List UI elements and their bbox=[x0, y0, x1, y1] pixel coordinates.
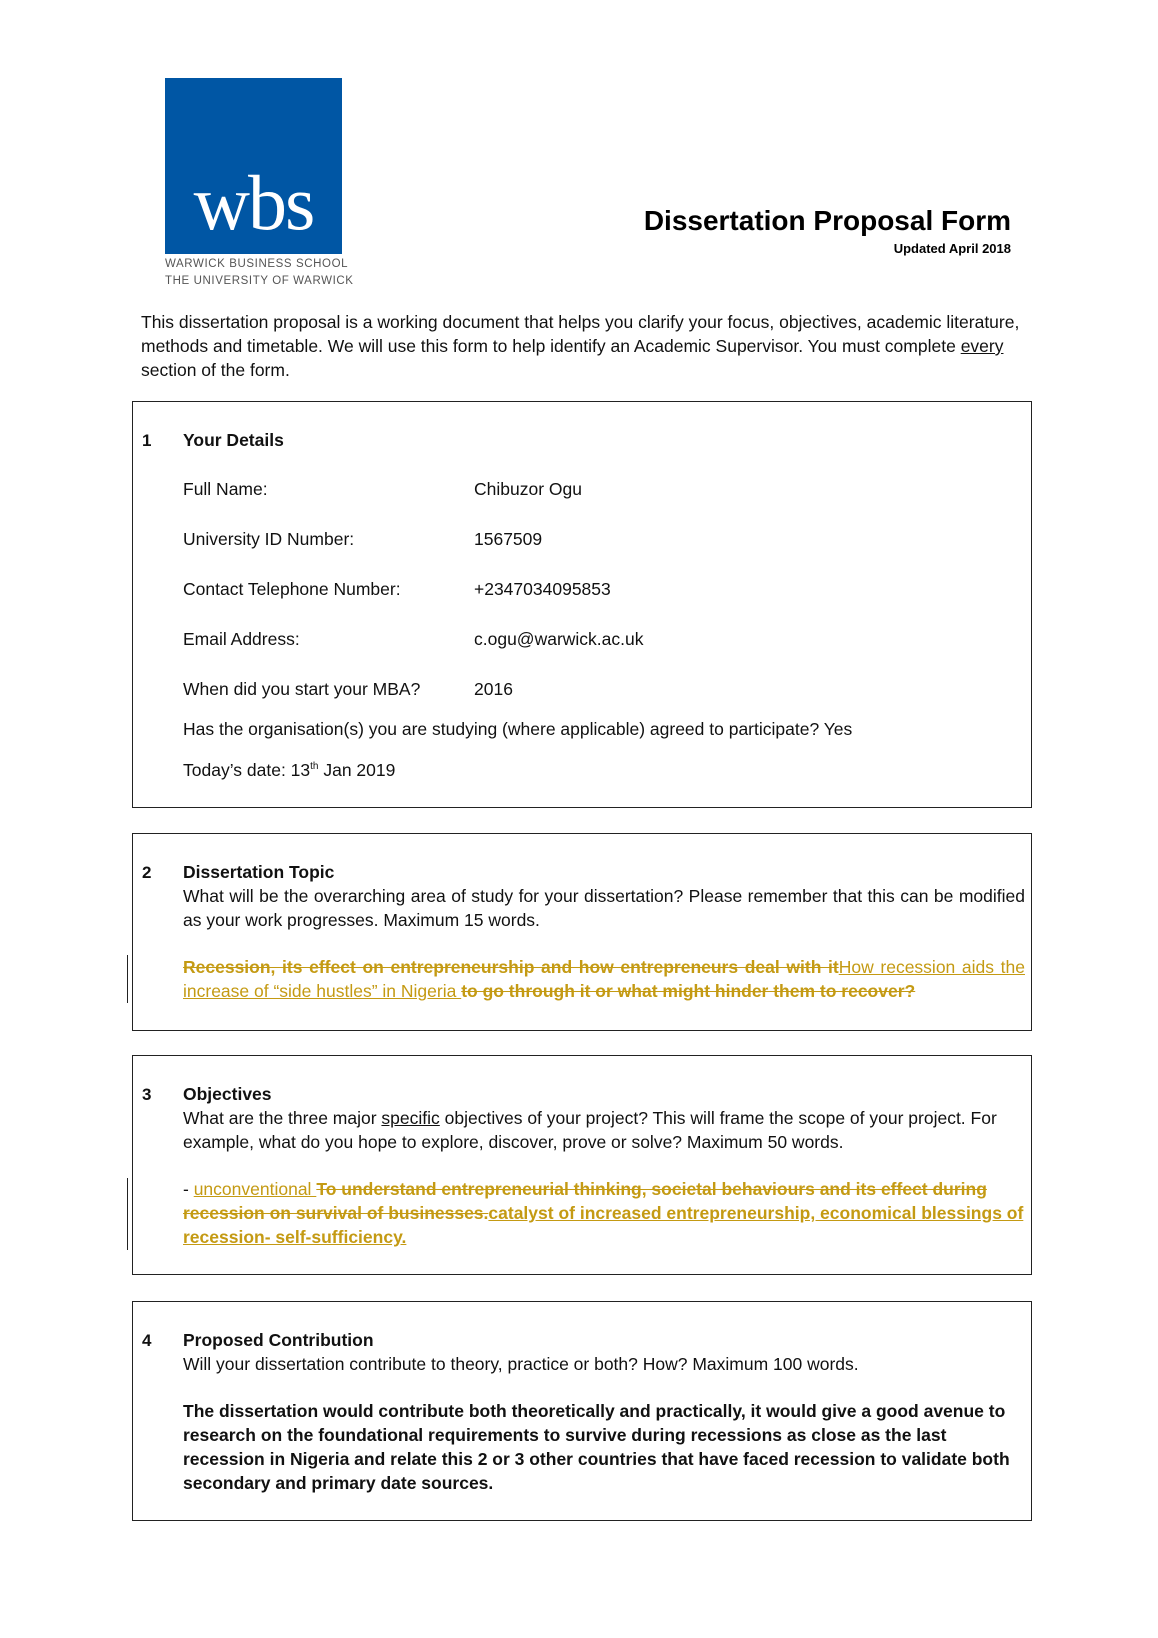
section-title: Your Details bbox=[183, 430, 284, 450]
inserted-text: How recession aids the increase of “side hustles” in Nigeria bbox=[183, 957, 1025, 1001]
date-suffix: Jan 2019 bbox=[318, 760, 396, 780]
date-prefix: Today’s date: 13 bbox=[183, 760, 311, 780]
university-id-label: University ID Number: bbox=[183, 529, 355, 549]
change-bar bbox=[127, 1178, 128, 1250]
date-superscript: th bbox=[310, 761, 319, 773]
mba-start-value: 2016 bbox=[474, 679, 513, 699]
deleted-text: Recession, its effect on entrepreneurship and how entrepreneurs deal with it bbox=[183, 957, 839, 977]
consent-text: Has the organisation(s) you are studying (where applicable) agreed to participate? Yes bbox=[183, 719, 853, 739]
section-number: 4 bbox=[142, 1331, 152, 1350]
wbs-logo bbox=[165, 78, 342, 254]
mba-start-label: When did you start your MBA? bbox=[183, 679, 421, 699]
question-emphasis: specific bbox=[381, 1108, 440, 1128]
section-number: 2 bbox=[142, 863, 152, 882]
section-proposed-contribution bbox=[132, 1301, 1032, 1521]
full-name-value: Chibuzor Ogu bbox=[474, 479, 582, 499]
question-text-1: What are the three major bbox=[183, 1108, 382, 1128]
section-title: Dissertation Topic bbox=[183, 862, 335, 882]
contribution-answer: The dissertation would contribute both theoretically and practically, it would give a good avenue to research on the foundational requirements to survive during recessions as close as the last recession in Nigeria and relate this 2 or 3 other countries that have faced recession to validate both secondary and primary date sources. bbox=[183, 1401, 1010, 1493]
logo-line-1: WARWICK BUSINESS SCHOOL bbox=[165, 258, 349, 270]
deleted-text: to go through it or what might hinder them to recover? bbox=[461, 981, 916, 1001]
intro-emphasis: every bbox=[960, 336, 1004, 356]
updated-date: Updated April 2018 bbox=[893, 241, 1011, 256]
dash: - bbox=[183, 1179, 194, 1199]
telephone-value: +2347034095853 bbox=[474, 579, 611, 599]
inserted-text: unconventional bbox=[193, 1179, 317, 1199]
email-label: Email Address: bbox=[183, 629, 300, 649]
university-id-value: 1567509 bbox=[474, 529, 543, 549]
change-bar bbox=[127, 955, 128, 1003]
intro-text-1: This dissertation proposal is a working document that helps you clarify your focus, objectives, academic literature, methods and timetable. We will use this form to help identify an Academic Supervisor. You must complete bbox=[141, 312, 1020, 356]
topic-question: What will be the overarching area of study for your dissertation? Please remember that this can be modified as your work progresses. Maximum 15 words. bbox=[183, 886, 1025, 930]
email-value: c.ogu@warwick.ac.uk bbox=[474, 629, 644, 649]
logo-line-2: THE UNIVERSITY OF WARWICK bbox=[165, 275, 354, 287]
page-title: Dissertation Proposal Form bbox=[643, 205, 1011, 236]
section-dissertation-topic bbox=[132, 833, 1032, 1031]
objectives-answer bbox=[183, 1177, 1025, 1249]
todays-date bbox=[183, 760, 395, 781]
question-text-2: objectives of your project? This will frame the scope of your project. For example, what do you hope to explore, discover, prove or solve? Maximum 50 words. bbox=[183, 1108, 997, 1152]
section-your-details bbox=[132, 401, 1032, 808]
objectives-question bbox=[183, 1106, 1025, 1154]
intro-paragraph bbox=[141, 310, 1021, 382]
section-title: Objectives bbox=[183, 1084, 272, 1104]
deleted-text: To understand entrepreneurial thinking, societal behaviours and its effect during recession on survival of businesses. bbox=[183, 1179, 987, 1223]
section-number: 3 bbox=[142, 1085, 152, 1104]
intro-text-2: section of the form. bbox=[141, 360, 290, 380]
contribution-question: Will your dissertation contribute to theory, practice or both? How? Maximum 100 words. bbox=[183, 1354, 859, 1374]
full-name-label: Full Name: bbox=[183, 479, 268, 499]
inserted-text: catalyst of increased entrepreneurship, economical blessings of recession- self-sufficiency. bbox=[183, 1203, 1024, 1247]
topic-answer bbox=[183, 955, 1025, 1003]
section-number: 1 bbox=[142, 431, 152, 450]
logo-mark: wbs bbox=[193, 159, 314, 246]
telephone-label: Contact Telephone Number: bbox=[183, 579, 401, 599]
section-title: Proposed Contribution bbox=[183, 1330, 374, 1350]
section-objectives bbox=[132, 1055, 1032, 1275]
